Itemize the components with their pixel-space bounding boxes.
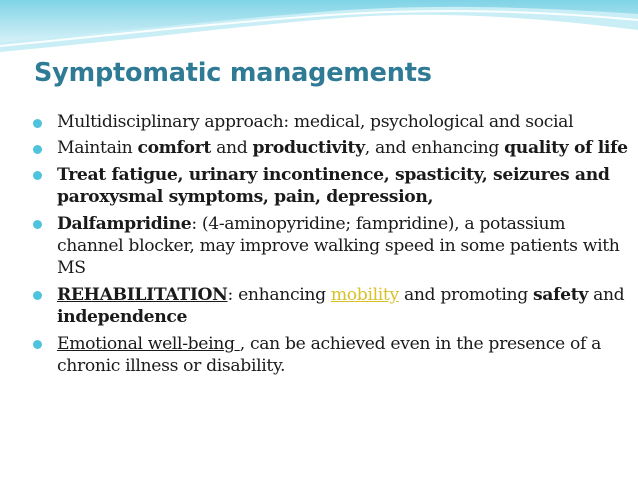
bold-text: independence xyxy=(57,307,188,328)
bullet-item xyxy=(30,137,630,159)
bullet-dot-icon xyxy=(33,171,42,180)
bullet-text: : (4-aminopyridine; fampridine), a potassium channel blocker, may improve walking speed in some patients with MS xyxy=(57,213,620,279)
bullet-item xyxy=(30,111,630,133)
bullet-list xyxy=(30,111,630,381)
bold-text: productivity xyxy=(252,138,365,159)
highlighted-link-text[interactable]: mobility xyxy=(330,284,399,305)
bold-text: comfort xyxy=(137,138,211,159)
bold-text: quality of life xyxy=(504,138,628,159)
bold-text: safety xyxy=(532,284,588,305)
bullet-text: and promoting xyxy=(398,284,533,305)
bold-text: Treat fatigue, urinary incontinence, spasticity, seizures and paroxysmal symptoms, pain, depression, xyxy=(57,164,610,208)
bullet-item xyxy=(30,284,630,329)
bullet-text: and xyxy=(587,284,625,305)
bullet-text: Maintain xyxy=(57,138,138,159)
underlined-text: Emotional well-being xyxy=(57,333,240,354)
bullet-text: Multidisciplinary approach: medical, psychological and social xyxy=(57,112,574,132)
slide-title: Symptomatic managements xyxy=(34,58,432,88)
bullet-dot-icon xyxy=(33,220,42,229)
bullet-text: , and enhancing xyxy=(364,138,505,159)
header-wave-decoration xyxy=(0,0,638,60)
bullet-dot-icon xyxy=(33,145,42,154)
bullet-item xyxy=(30,164,630,209)
bullet-text: : enhancing xyxy=(227,284,331,305)
bullet-item xyxy=(30,333,630,378)
bullet-dot-icon xyxy=(33,119,42,128)
bullet-item xyxy=(30,213,630,280)
bullet-text: , can be achieved even in the presence of a chronic illness or disability. xyxy=(57,333,602,377)
bullet-text: and xyxy=(210,138,253,159)
bold-text: Dalfampridine xyxy=(57,213,192,234)
bullet-dot-icon xyxy=(33,340,42,349)
bullet-dot-icon xyxy=(33,291,42,300)
bold-underlined-text: REHABILITATION xyxy=(57,284,228,305)
